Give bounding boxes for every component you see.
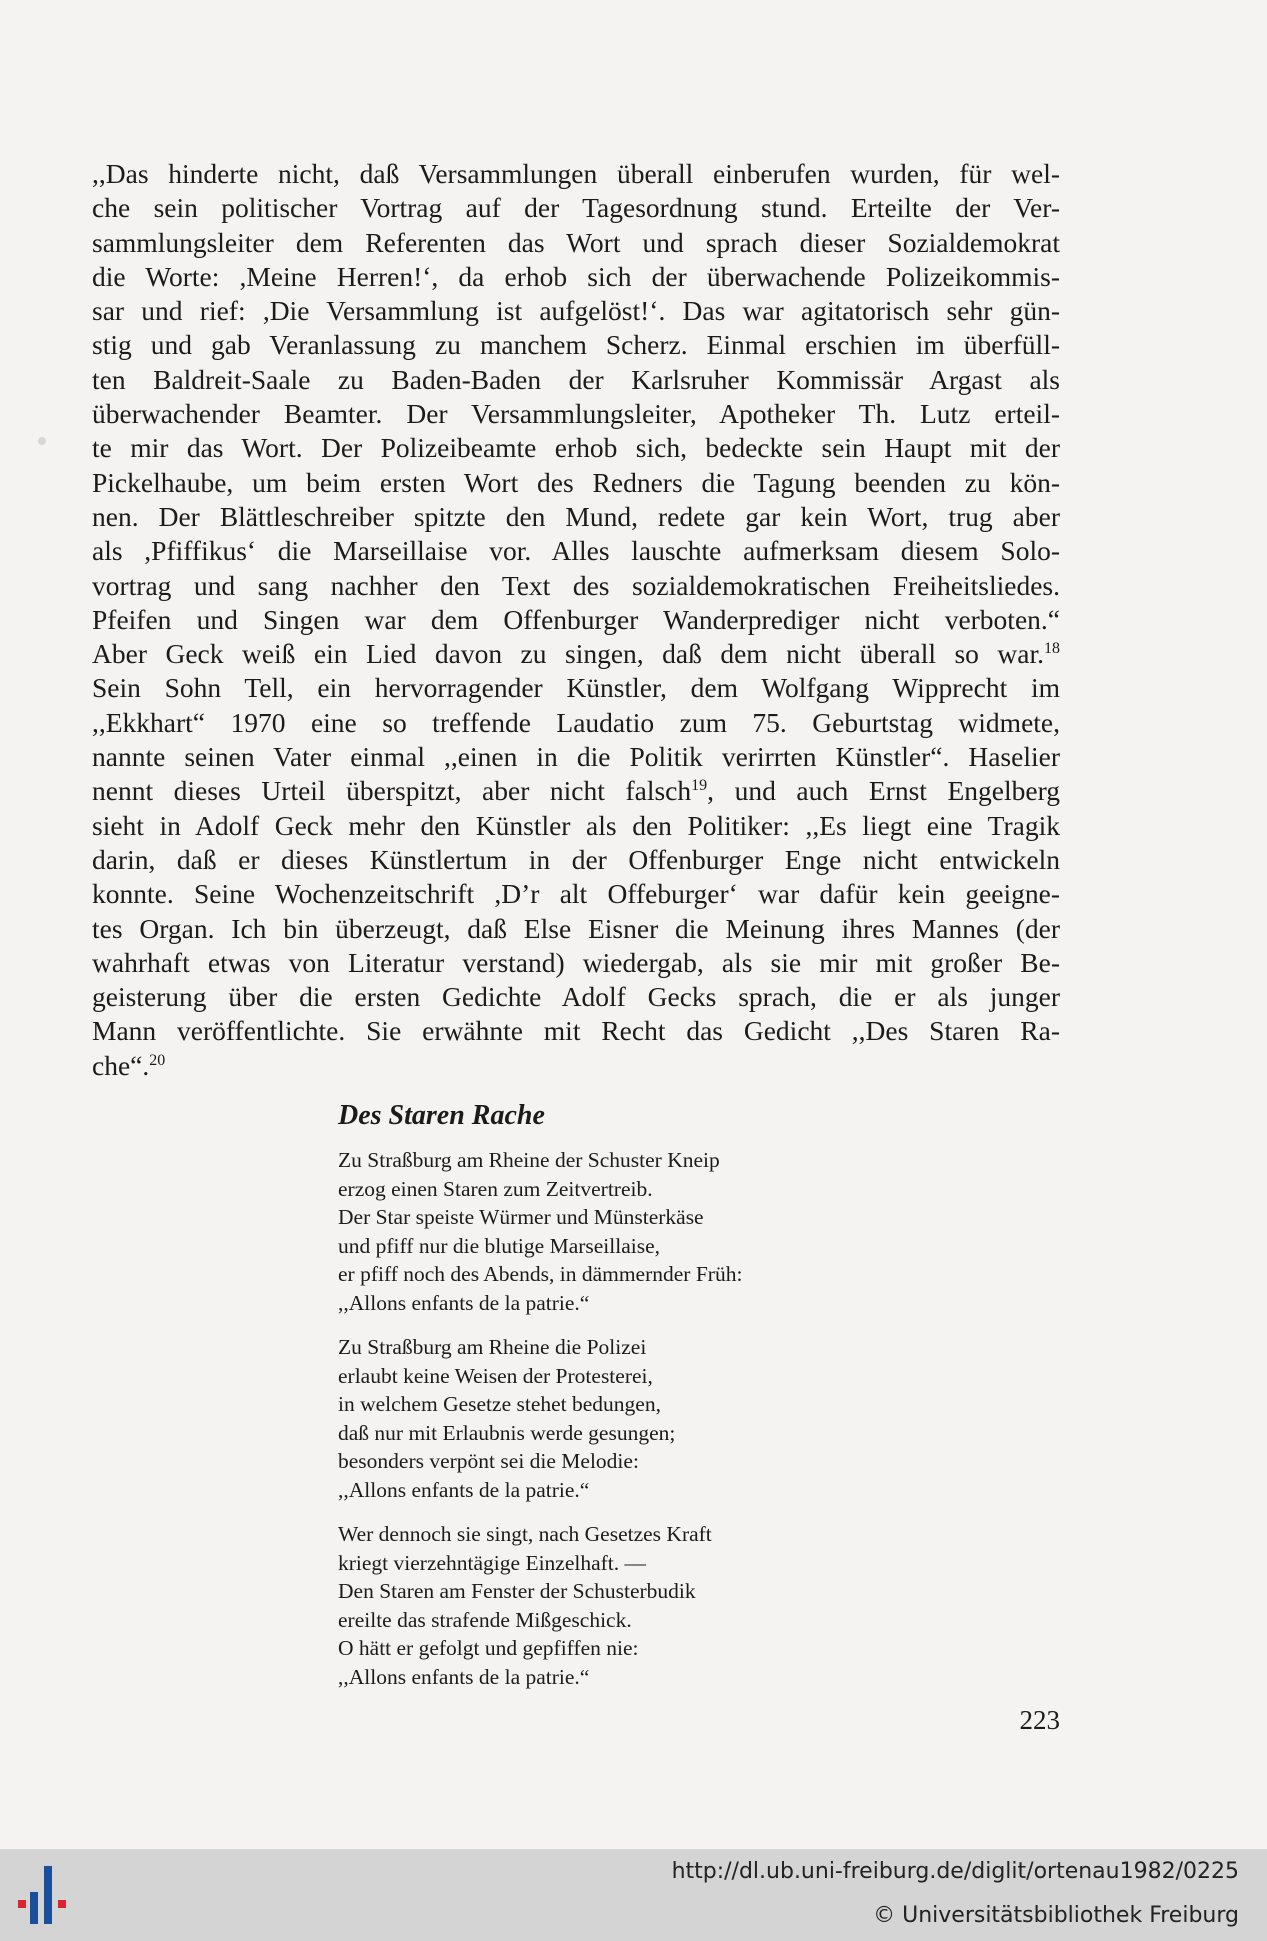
footnote-marker: 18 (1044, 640, 1060, 657)
poem-line: ,,Allons enfants de la patrie.“ (338, 1477, 590, 1502)
ub-freiburg-logo-icon (14, 1862, 78, 1928)
poem-line: ,,Allons enfants de la patrie.“ (338, 1290, 590, 1315)
body-line: Mann veröffentlichte. Sie erwähnte mit Recht das Gedicht ,,Des Staren Ra- (92, 1015, 1060, 1047)
body-line: darin, daß er dieses Künstlertum in der Offenburger Enge nicht entwickeln (92, 843, 1060, 875)
poem-line: Wer dennoch sie singt, nach Gesetzes Kraft (338, 1522, 712, 1546)
body-line: te mir das Wort. Der Polizeibeamte erhob sich, bedeckte sein Haupt mit der (92, 432, 1060, 464)
page-number: 223 (1019, 1705, 1060, 1735)
poem-line: Den Staren am Fenster der Schusterbudik (338, 1579, 696, 1603)
footnote-marker: 20 (149, 1051, 166, 1069)
poem-line: in welchem Gesetze stehet bedungen, (338, 1392, 661, 1416)
copyright-text: © Universitätsbibliothek Freiburg (873, 1903, 1239, 1928)
body-line: konnte. Seine Wochenzeitschrift ,D’r alt Offeburger‘ war dafür kein geeigne- (92, 878, 1060, 910)
poem-line: erzog einen Staren zum Zeitvertreib. (338, 1176, 653, 1201)
body-line: sieht in Adolf Geck mehr den Künstler als den Politiker: ,,Es liegt eine Tragik (92, 809, 1060, 841)
body-line: Pickelhaube, um beim ersten Wort des Redners die Tagung beenden zu kön- (92, 466, 1060, 498)
body-line: che sein politischer Vortrag auf der Tagesordnung stund. Erteilte der Ver- (92, 192, 1060, 224)
body-text-segment: Aber Geck weiß ein Lied davon zu singen, daß dem nicht überall so war. (92, 638, 1044, 670)
poem (338, 1146, 898, 1707)
body-line: vortrag und sang nachher den Text des sozialdemokratischen Freiheitsliedes. (92, 569, 1060, 601)
poem-line: ,,Allons enfants de la patrie.“ (338, 1664, 590, 1689)
body-line: nen. Der Blättleschreiber spitzte den Mund, redete gar kein Wort, trug aber (92, 500, 1060, 532)
poem-line: Zu Straßburg am Rheine der Schuster Kneip (338, 1148, 720, 1172)
body-line: tes Organ. Ich bin überzeugt, daß Else Eisner die Meinung ihres Mannes (der (92, 912, 1060, 944)
body-line: geisterung über die ersten Gedichte Adolf Gecks sprach, die er als junger (92, 981, 1060, 1013)
poem-line: besonders verpönt sei die Melodie: (338, 1449, 639, 1473)
poem-line: ereilte das strafende Mißgeschick. (338, 1607, 632, 1632)
body-line: Sein Sohn Tell, ein hervorragender Künstler, dem Wolfgang Wipprecht im (92, 672, 1060, 704)
body-line: überwachender Beamter. Der Versammlungsleiter, Apotheker Th. Lutz erteil- (92, 398, 1060, 430)
body-text (92, 157, 1060, 1083)
footer-bar (0, 1849, 1267, 1941)
poem-stanza-2 (338, 1333, 898, 1504)
footnote-marker: 19 (691, 777, 708, 795)
body-text-segment: che“. (92, 1049, 150, 1081)
body-line-with-footnote (92, 637, 1060, 671)
poem-line: erlaubt keine Weisen der Protesterei, (338, 1363, 653, 1388)
poem-line: Der Star speiste Würmer und Münsterkäse (338, 1205, 704, 1229)
permalink-url-link[interactable]: http://dl.ub.uni-freiburg.de/diglit/ortenau1982/0225 (671, 1859, 1239, 1884)
poem-line: und pfiff nur die blutige Marseillaise, (338, 1233, 661, 1258)
body-line: nannte seinen Vater einmal ,,einen in die Politik verirrten Künstler“. Haselier (92, 741, 1060, 773)
body-line: die Worte: ,Meine Herren!‘, da erhob sich der überwachende Polizeikommis- (92, 260, 1060, 292)
poem-line: O hätt er gefolgt und gepfiffen nie: (338, 1636, 639, 1660)
body-line: ,,Ekkhart“ 1970 eine so treffende Laudatio zum 75. Geburtstag widmete, (92, 706, 1060, 738)
body-line: stig und gab Veranlassung zu manchem Scherz. Einmal erschien im überfüll- (92, 329, 1060, 361)
poem-line: Zu Straßburg am Rheine die Polizei (338, 1335, 647, 1359)
body-line: ,,Das hinderte nicht, daß Versammlungen überall einberufen wurden, für wel- (92, 158, 1060, 189)
body-line-with-footnote (92, 774, 1060, 808)
body-text-segment: nennt dieses Urteil überspitzt, aber nicht falsch (92, 775, 692, 807)
poem-title: Des Staren Rache (338, 1100, 545, 1131)
poem-stanza-3 (338, 1520, 898, 1691)
body-line: sammlungsleiter dem Referenten das Wort und sprach dieser Sozialdemokrat (92, 226, 1060, 258)
body-line: sar und rief: ,Die Versammlung ist aufgelöst!‘. Das war agitatorisch sehr gün- (92, 295, 1060, 327)
body-line-with-footnote (92, 1049, 1060, 1083)
body-text-segment: , und auch Ernst Engelberg (707, 775, 1060, 807)
poem-line: kriegt vierzehntägige Einzelhaft. — (338, 1550, 647, 1575)
body-line: wahrhaft etwas von Literatur verstand) wiedergab, als sie mir mit großer Be- (92, 946, 1060, 978)
body-line: als ,Pfiffikus‘ die Marseillaise vor. Alles lauschte aufmerksam diesem Solo- (92, 535, 1060, 567)
body-line: Pfeifen und Singen war dem Offenburger Wanderprediger nicht verboten.“ (92, 603, 1060, 635)
poem-stanza-1 (338, 1146, 898, 1317)
poem-line: daß nur mit Erlaubnis werde gesungen; (338, 1420, 676, 1445)
body-line: ten Baldreit-Saale zu Baden-Baden der Karlsruher Kommissär Argast als (92, 363, 1060, 395)
poem-line: er pfiff noch des Abends, in dämmernder Früh: (338, 1262, 743, 1286)
paper-spot (38, 437, 46, 445)
